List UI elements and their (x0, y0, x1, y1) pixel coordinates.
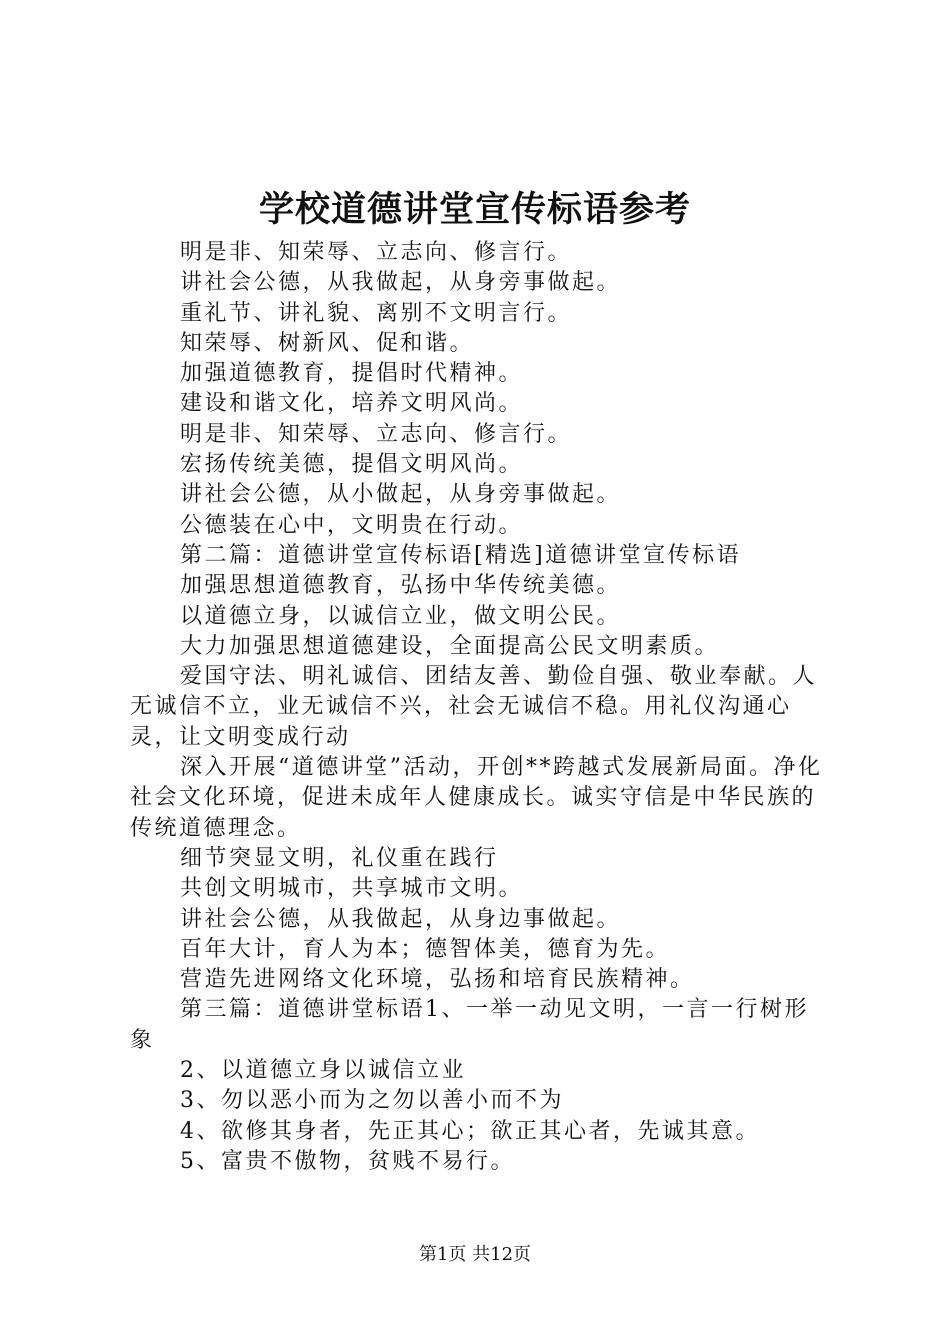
paragraph: 大力加强思想道德建设，全面提高公民文明素质。 (180, 633, 720, 659)
document-body (130, 238, 830, 1177)
paragraph: 知荣辱、树新风、促和谐。 (180, 330, 475, 356)
section-heading-part-three: 第三篇：道德讲堂标语1、一举一动见文明，一言一行树形象 (130, 997, 809, 1053)
paragraph: 讲社会公德，从我做起，从身边事做起。 (180, 906, 622, 932)
paragraph: 营造先进网络文化环境，弘扬和培育民族精神。 (180, 967, 695, 993)
numbered-item: 3、勿以恶小而为之勿以善小而不为 (180, 1088, 564, 1114)
page-number-footer: 第1页 共12页 (418, 1244, 532, 1265)
paragraph: 加强思想道德教育，弘扬中华传统美德。 (180, 573, 622, 599)
paragraph: 明是非、知荣辱、立志向、修言行。 (180, 240, 573, 265)
paragraph: 建设和谐文化，培养文明风尚。 (180, 391, 524, 417)
numbered-item: 5、富贵不傲物，贫贱不易行。 (180, 1148, 515, 1174)
paragraph: 加强道德教育，提倡时代精神。 (180, 361, 524, 387)
paragraph: 明是非、知荣辱、立志向、修言行。 (180, 421, 573, 447)
numbered-item: 4、欲修其身者，先正其心；欲正其心者，先诚其意。 (180, 1118, 760, 1144)
paragraph: 共创文明城市，共享城市文明。 (180, 876, 524, 902)
paragraph: 讲社会公德，从小做起，从身旁事做起。 (180, 482, 622, 508)
paragraph: 公德装在心中，文明贵在行动。 (180, 512, 524, 538)
section-heading-part-two: 第二篇：道德讲堂宣传标语[精选]道德讲堂宣传标语 (180, 542, 742, 568)
paragraph: 细节突显文明，礼仪重在践行 (180, 845, 499, 871)
document-title: 学校道德讲堂宣传标语参考 (258, 189, 691, 230)
paragraph: 爱国守法、明礼诚信、团结友善、勤俭自强、敬业奉献。人无诚信不立，业无诚信不兴，社会无诚信不稳。用礼仪沟通心灵，让文明变成行动 (130, 664, 818, 750)
paragraph: 以道德立身，以诚信立业，做文明公民。 (180, 603, 622, 629)
paragraph: 重礼节、讲礼貌、离别不文明言行。 (180, 300, 573, 326)
numbered-item: 2、以道德立身以诚信立业 (180, 1058, 466, 1084)
paragraph: 百年大计，育人为本；德智体美，德育为先。 (180, 936, 671, 962)
paragraph: 深入开展“道德讲堂”活动，开创**跨越式发展新局面。净化社会文化环境，促进未成年人健康成长。诚实守信是中华民族的传统道德理念。 (130, 755, 823, 841)
paragraph: 宏扬传统美德，提倡文明风尚。 (180, 452, 524, 478)
paragraph: 讲社会公德，从我做起，从身旁事做起。 (180, 270, 622, 296)
